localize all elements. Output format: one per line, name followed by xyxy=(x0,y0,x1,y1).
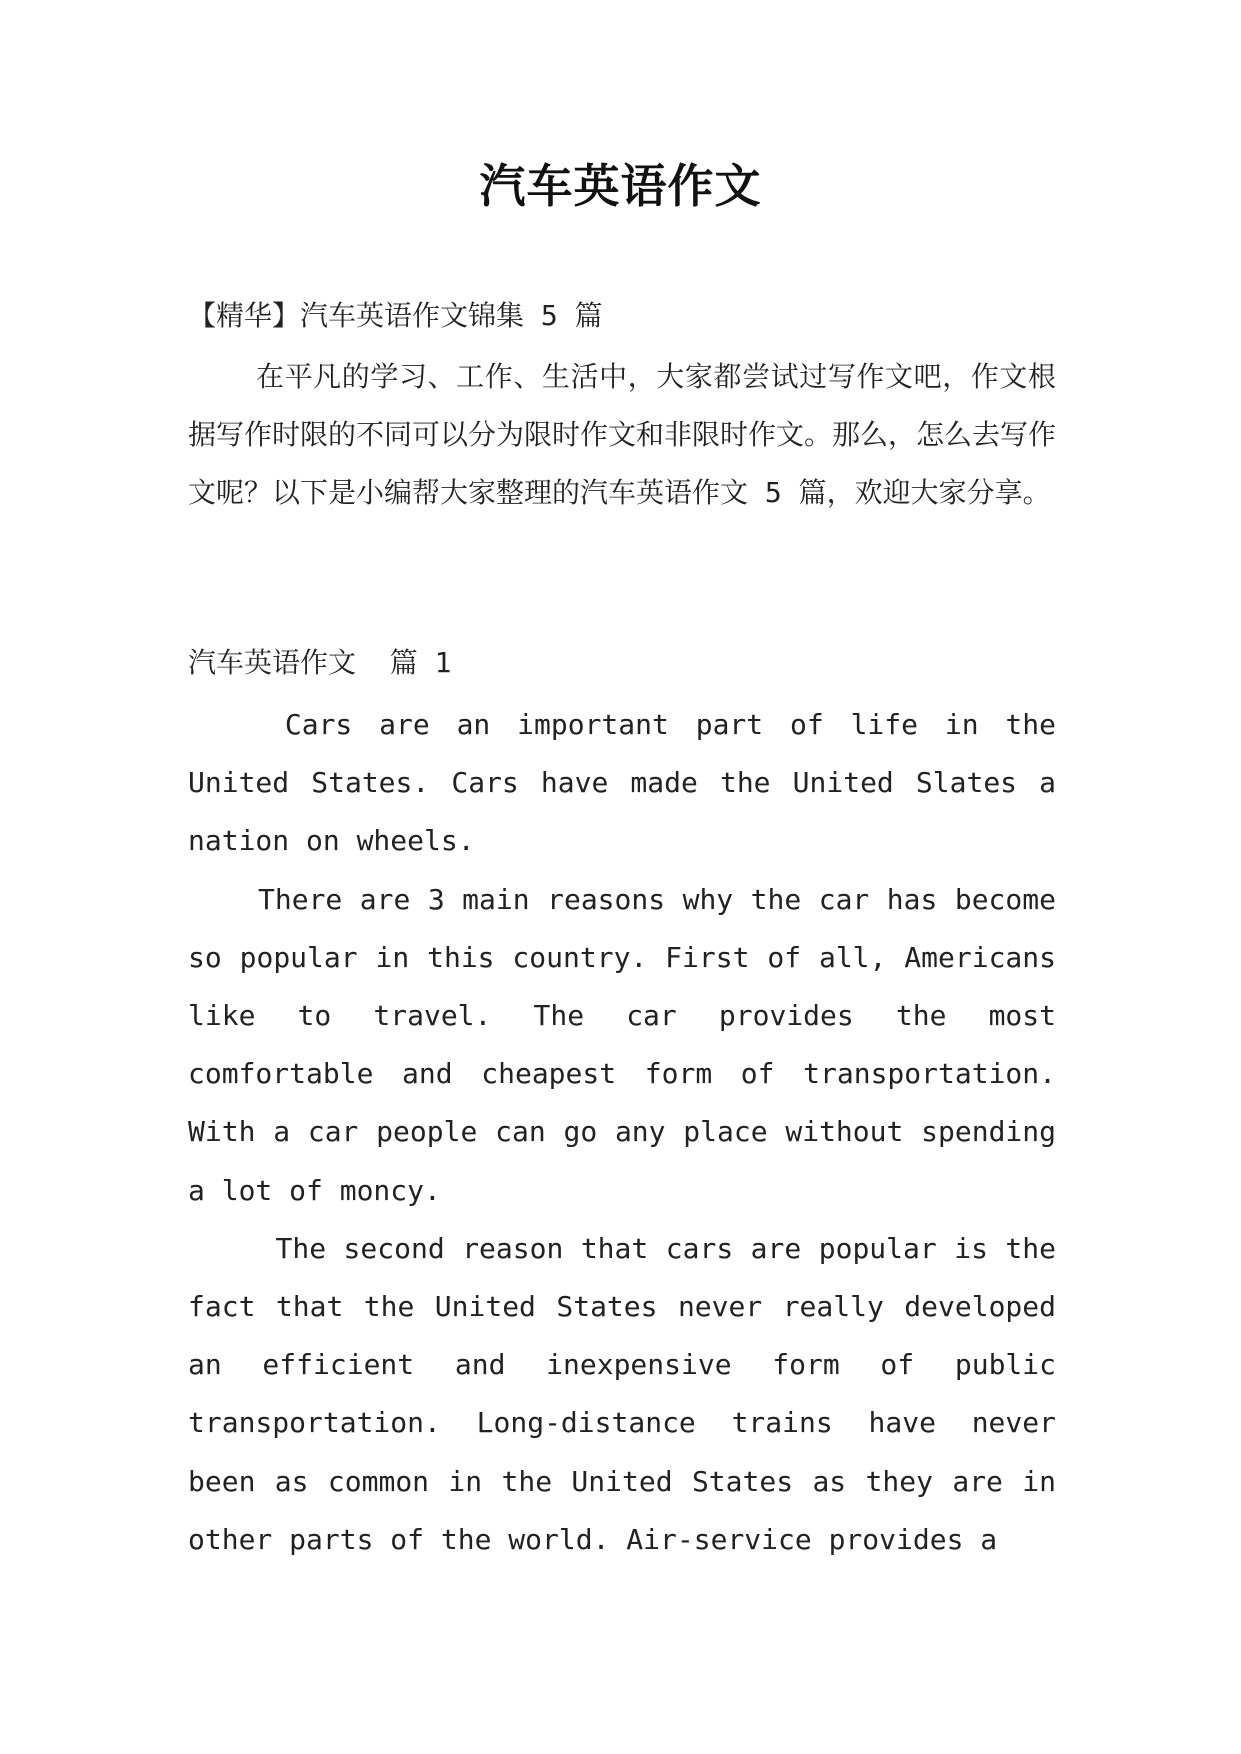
document-subtitle: 【精华】汽车英语作文锦集 5 篇 xyxy=(188,299,603,332)
essay-paragraph-2: There are 3 main reasons why the car has become so popular in this country. First of all, Americans like to travel. The car provides the most comfortable and cheapest form of transportation. With a car people can go any place without spending a lot of moncy. xyxy=(188,882,1056,1207)
document-title: 汽车英语作文 xyxy=(479,159,762,213)
essay-paragraph-1: Cars are an important part of life in the United States. Cars have made the United Slates a nation on wheels. xyxy=(188,708,1073,858)
intro-paragraph: 在平凡的学习、工作、生活中，大家都尝试过写作文吧，作文根据写作时限的不同可以分为限时作文和非限时作文。那么，怎么去写作文呢？以下是小编帮大家整理的汽车英语作文 5 篇，欢迎大家分享。 xyxy=(188,360,1057,509)
essay-body xyxy=(188,696,1073,1569)
essay-paragraph-3: The second reason that cars are popular is the fact that the United States never really developed an efficient and inexpensive form of public transportation. Long-distance trains have never been as common in the United States as they are in other parts of the world. Air-service provides a xyxy=(188,1231,1073,1556)
section-heading: 汽车英语作文 篇 1 xyxy=(188,646,452,679)
